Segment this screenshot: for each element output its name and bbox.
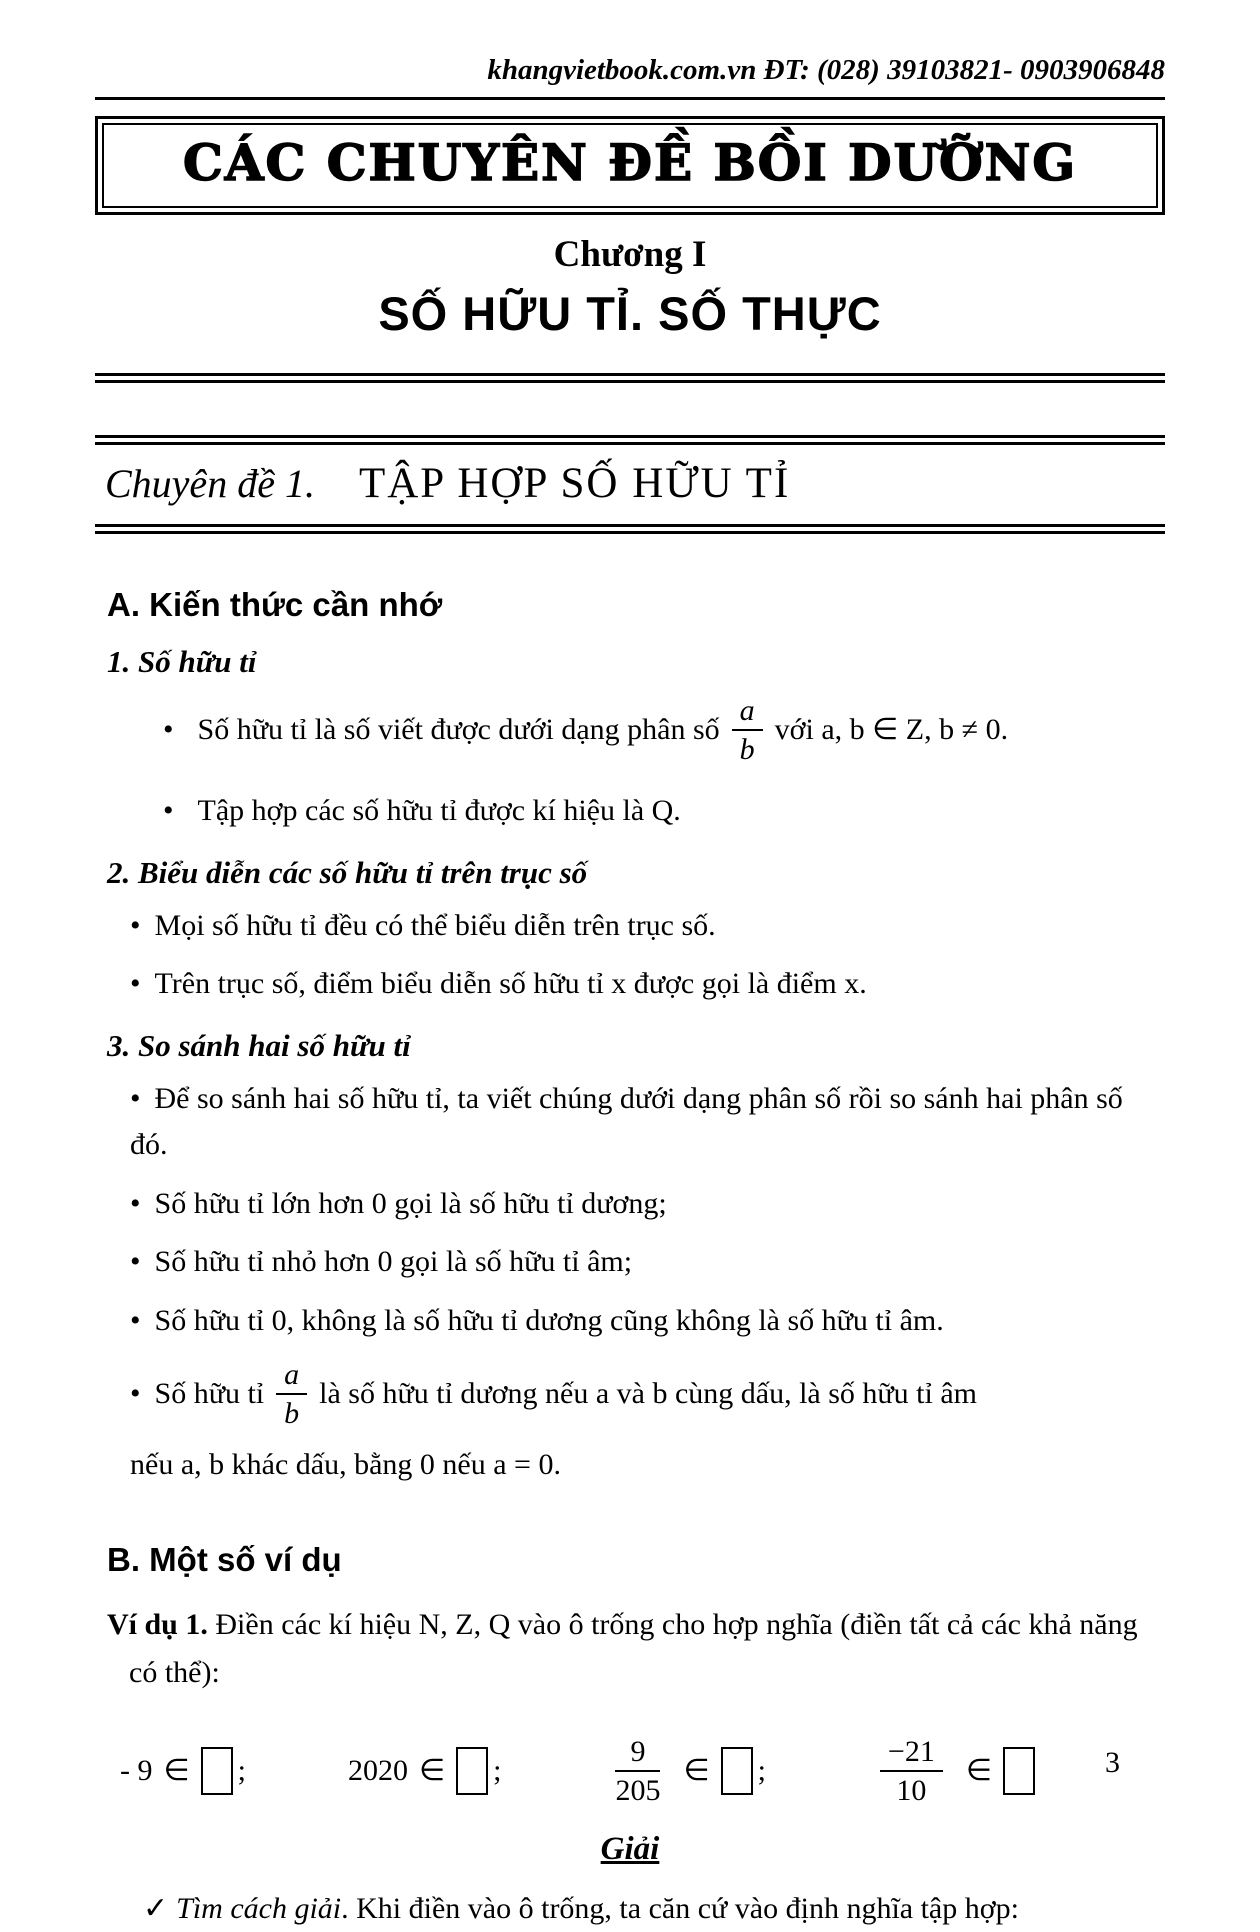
separator: ; [238,1754,246,1788]
fraction-denominator: b [732,731,763,766]
bullet-icon: • [130,909,141,942]
double-rule-divider [95,373,1165,383]
topic-title: TẬP HỢP SỐ HỮU TỈ [359,459,790,508]
list-item-text: Để so sánh hai số hữu tỉ, ta viết chúng dưới dạng phân số rồi so sánh hai phân số đó. [130,1082,1123,1162]
fraction-numerator: −21 [880,1735,943,1772]
fraction-denominator: 205 [615,1772,660,1807]
list-item [130,1348,1165,1440]
bullet-icon: • [130,1371,141,1418]
list-item [130,1181,1165,1228]
fraction-numerator: 9 [615,1735,660,1772]
list-item-text: Số hữu tỉ [155,1371,265,1418]
example-1-paragraph [107,1601,1165,1697]
list-item [130,1076,1165,1169]
element-of-symbol: ∈ [164,1753,190,1788]
page-number: 3 [1105,1746,1120,1780]
publisher-contact: khangvietbook.com.vn ĐT: (028) 39103821- 0903906848 [487,54,1165,86]
bullet-icon: • [130,1187,141,1220]
checkmark-icon: ✓ [143,1892,168,1925]
hint-label: Tìm cách giải [176,1892,341,1925]
list-item-text: Trên trục số, điểm biểu diễn số hữu tỉ x được gọi là điểm x. [155,967,867,1000]
section-b-heading: B. Một số ví dụ [107,1541,1165,1579]
hint-text: . Khi điền vào ô trống, ta căn cứ vào định nghĩa tập hợp: [341,1892,1019,1925]
fill-in-item [868,1735,1035,1807]
topic-label: Chuyên đề 1. [105,460,315,507]
bullet-icon: • [163,794,174,827]
page-header [95,0,1165,100]
list-item-text: Mọi số hữu tỉ đều có thể biểu diễn trên trục số. [155,909,716,942]
number-value: 2020 [348,1754,408,1788]
fill-in-item [120,1747,246,1795]
list-item-text: Số hữu tỉ nhỏ hơn 0 gọi là số hữu tỉ âm; [155,1245,633,1278]
section-a-heading: A. Kiến thức cần nhớ [107,586,1165,624]
answer-box [201,1747,233,1795]
list-item-text: Tập hợp các số hữu tỉ được kí hiệu là Q. [198,794,681,827]
subsection-3-heading: 3. So sánh hai số hữu tỉ [107,1028,1165,1064]
list-item [163,788,1165,835]
list-item [130,1298,1165,1345]
topic-top-rule [95,435,1165,445]
list-item-text: Số hữu tỉ 0, không là số hữu tỉ dương cũng không là số hữu tỉ âm. [155,1304,944,1337]
answer-box [1003,1747,1035,1795]
bullet-icon: • [130,967,141,1000]
list-item [130,903,1165,950]
chapter-label: Chương I [95,233,1165,276]
title-banner [102,123,1158,208]
fraction-minus21-over-10 [880,1735,943,1807]
fraction-a-over-b [732,694,763,766]
solution-heading: Giải [95,1831,1165,1868]
fraction-a-over-b [276,1358,307,1430]
list-item-text: với a, b ∈ Z, b ≠ 0. [775,707,1008,754]
list-item-text: Số hữu tỉ là số viết được dưới dạng phân số [198,707,720,754]
list-item-text: Số hữu tỉ lớn hơn 0 gọi là số hữu tỉ dương; [155,1187,667,1220]
separator: ; [758,1754,766,1788]
fraction-denominator: 10 [880,1772,943,1807]
solution-hint [143,1886,1165,1932]
fraction-denominator: b [276,1395,307,1430]
subsection-2-heading: 2. Biểu diễn các số hữu tỉ trên trục số [107,855,1165,891]
fraction-numerator: a [732,694,763,731]
bullet-icon: • [163,707,174,754]
topic-bottom-rule [95,524,1165,534]
list-item [130,961,1165,1008]
example-1-label: Ví dụ 1. [107,1608,208,1641]
fill-in-row [95,1723,1165,1819]
bullet-icon: • [130,1304,141,1337]
number-value: - 9 [120,1754,153,1788]
fraction-9-over-205 [615,1735,660,1807]
fraction-numerator: a [276,1358,307,1395]
topic-row [95,445,1165,524]
subsection-1-heading: 1. Số hữu tỉ [107,644,1165,680]
fill-in-item [348,1747,501,1795]
bullet-icon: • [130,1245,141,1278]
topic-band [95,435,1165,534]
book-title: CÁC CHUYÊN ĐỀ BỒI DƯỠNG [183,133,1077,192]
element-of-symbol: ∈ [419,1753,445,1788]
separator: ; [493,1754,501,1788]
answer-box [721,1747,753,1795]
list-item [130,1239,1165,1286]
answer-box [456,1747,488,1795]
list-item-text: là số hữu tỉ dương nếu a và b cùng dấu, là số hữu tỉ âm [319,1371,977,1418]
list-item-continuation: nếu a, b khác dấu, bằng 0 nếu a = 0. [130,1442,1165,1489]
bullet-icon: • [130,1082,141,1115]
title-banner-box [95,116,1165,215]
example-1-text: Điền các kí hiệu N, Z, Q vào ô trống cho hợp nghĩa (điền tất cả các khả năng có thể): [129,1608,1138,1689]
element-of-symbol: ∈ [683,1753,709,1788]
fill-in-item [603,1735,765,1807]
list-item [163,684,1165,776]
element-of-symbol: ∈ [966,1753,992,1788]
chapter-title: SỐ HỮU TỈ. SỐ THỰC [95,286,1165,341]
